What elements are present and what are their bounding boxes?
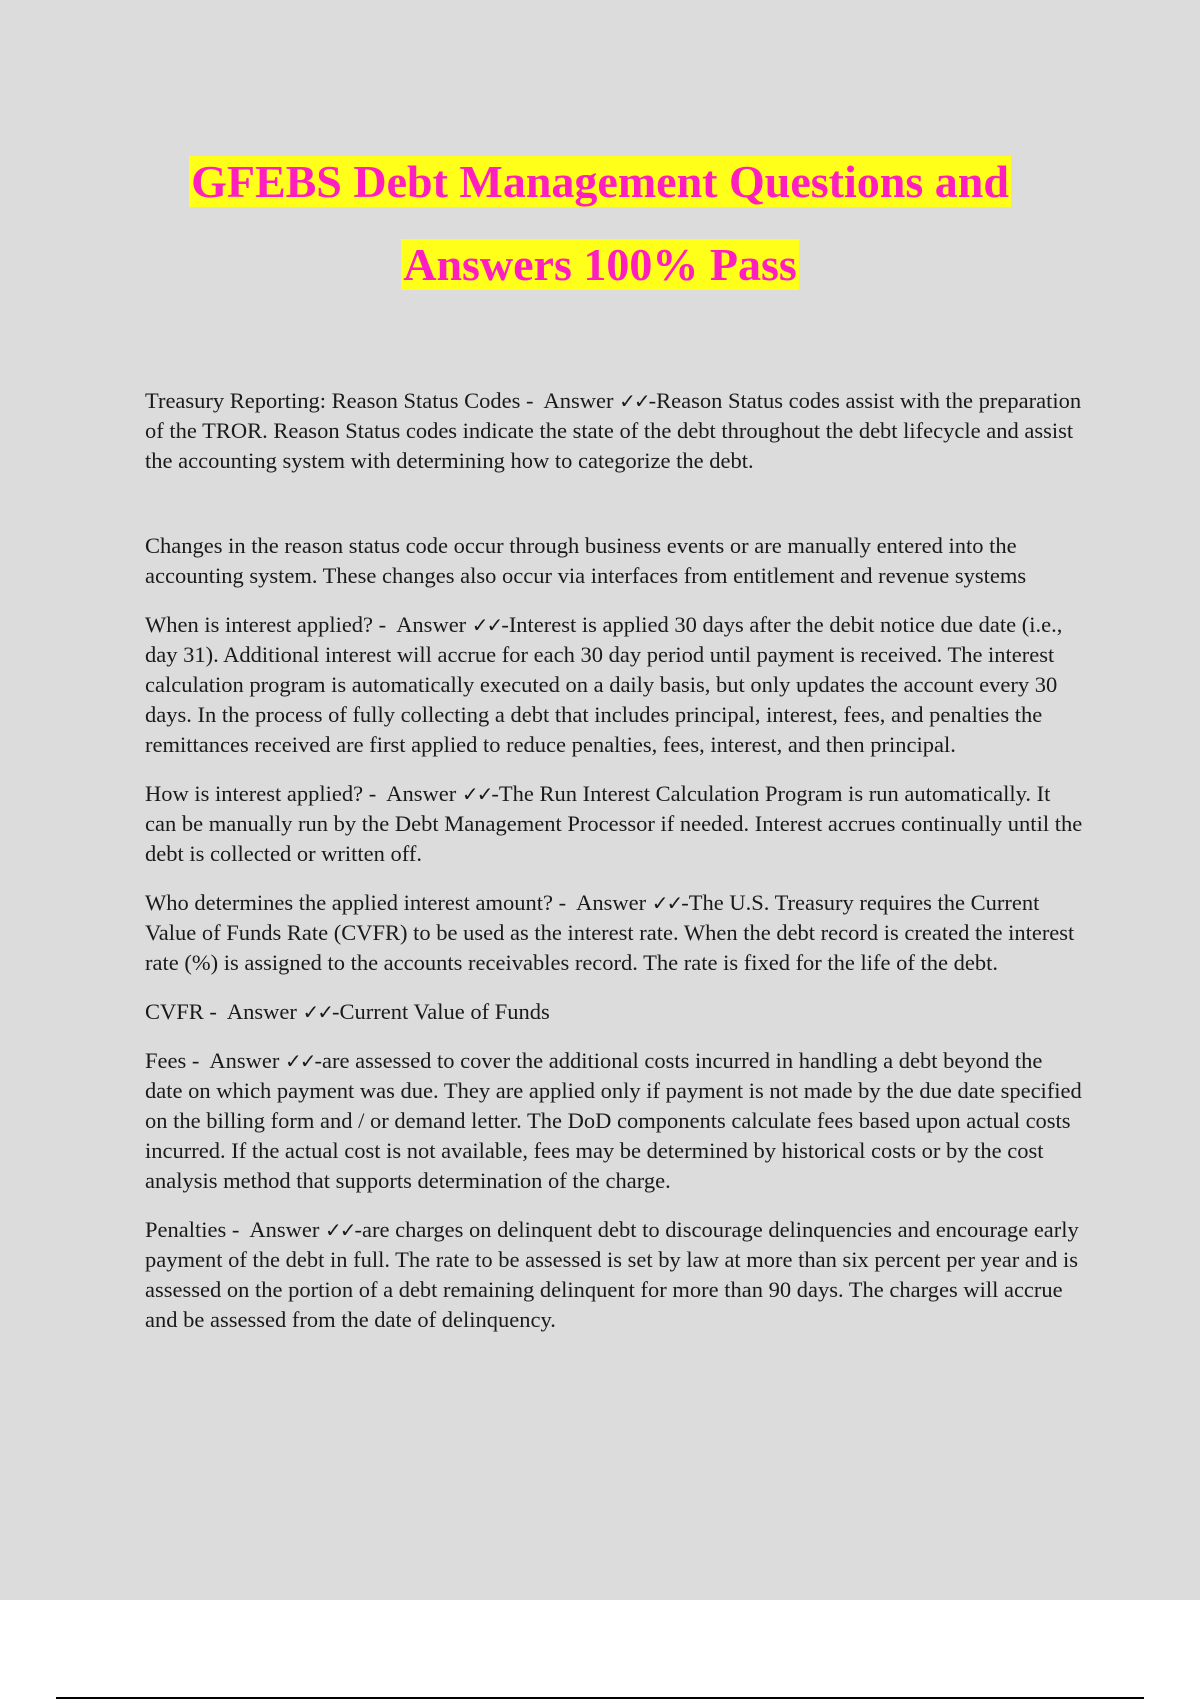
answer-text: The Run Interest Calculation Program is run automatically. It can be manually run by the Debt Management Processor if needed. Interest accrues continually until the debt is collected or written off. [145,781,1083,866]
answer-label: Answer [209,1048,280,1073]
question-text: Who determines the applied interest amount? [145,890,553,915]
check-icon: ✓✓ [302,1000,333,1024]
title-line-2: Answers 100% Pass [403,239,797,290]
answer-label: Answer [576,890,647,915]
check-icon: ✓✓ [651,891,682,915]
question-text: Penalties [145,1217,227,1242]
page-title [0,140,1200,306]
answer-label: Answer [386,781,457,806]
qa-entry-penalties: Penalties - Answer ✓✓-are charges on delinquent debt to discourage delinquencies and encourage early payment of the debt in full. The rate to be assessed is set by law at more than six percent per year and is assessed on the portion of a debt remaining delinquent for more than 90 days. The charges will accrue and be assessed from the date of delinquency. [145,1217,1079,1332]
bottom-divider [56,1697,1144,1699]
question-text: How is interest applied? [145,781,364,806]
answer-label: Answer [396,612,467,637]
answer-label: Answer [249,1217,320,1242]
qa-entry-treasury-reporting: Treasury Reporting: Reason Status Codes - Answer ✓✓-Reason Status codes assist with the preparation of the TROR. Reason Status codes indicate the state of the debt throughout the debt lifecycle and assist the accounting system with determining how to categorize the debt. [145,388,1082,473]
qa-entry-how-interest-applied: How is interest applied? - Answer ✓✓-The Run Interest Calculation Program is run automatically. It can be manually run by the Debt Management Processor if needed. Interest accrues continually until the debt is collected or written off. [145,781,1083,866]
qa-content [145,386,1085,1354]
paragraph-reason-status-changes [145,531,1085,591]
question-text: Fees [145,1048,187,1073]
paragraph-text: Changes in the reason status code occur through business events or are manually entered into the accounting system. These changes also occur via interfaces from entitlement and revenue systems [145,533,1027,588]
answer-label: Answer [226,999,297,1024]
check-icon: ✓✓ [285,1049,315,1073]
check-icon: ✓✓ [619,389,649,413]
question-text: CVFR [145,999,204,1024]
answer-text: Interest is applied 30 days after the debit notice due date (i.e., day 31). Additional interest will accrue for each 30 day period until payment is received. The interest calculation program is automatically executed on a daily basis, but only updates the account every 30 days. In the process of fully collecting a debt that includes principal, interest, fees, and penalties the remittances received are first applied to reduce penalties, fees, interest, and then principal. [145,612,1063,757]
answer-label: Answer [543,388,614,413]
check-icon: ✓✓ [324,1218,355,1242]
answer-text: Reason Status codes assist with the preparation of the TROR. Reason Status codes indicate the state of the debt throughout the debt lifecycle and assist the accounting system with determining how to categorize the debt. [145,388,1082,473]
question-text: Treasury Reporting: Reason Status Codes [145,388,521,413]
qa-entry-when-interest-applied: When is interest applied? - Answer ✓✓-Interest is applied 30 days after the debit notice due date (i.e., day 31). Additional interest will accrue for each 30 day period until payment is received. The interest calculation program is automatically executed on a daily basis, but only updates the account every 30 days. In the process of fully collecting a debt that includes principal, interest, fees, and penalties the remittances received are first applied to reduce penalties, fees, interest, and then principal. [145,612,1063,757]
qa-entry-who-determines-interest: Who determines the applied interest amount? - Answer ✓✓-The U.S. Treasury requires the Current Value of Funds Rate (CVFR) to be used as the interest rate. When the debt record is created the interest rate (%) is assigned to the accounts receivables record. The rate is fixed for the life of the debt. [145,890,1075,975]
answer-text: Current Value of Funds [339,999,550,1024]
qa-entry-cvfr: CVFR - Answer ✓✓-Current Value of Funds [145,999,550,1024]
answer-text: are assessed to cover the additional costs incurred in handling a debt beyond the date on which payment was due. They are applied only if payment is not made by the due date specified on the billing form and / or demand letter. The DoD components calculate fees based upon actual costs incurred. If the actual cost is not available, fees may be determined by historical costs or by the cost analysis method that supports determination of the charge. [145,1048,1082,1193]
qa-entry-fees: Fees - Answer ✓✓-are assessed to cover the additional costs incurred in handling a debt beyond the date on which payment was due. They are applied only if payment is not made by the due date specified on the billing form and / or demand letter. The DoD components calculate fees based upon actual costs incurred. If the actual cost is not available, fees may be determined by historical costs or by the cost analysis method that supports determination of the charge. [145,1048,1082,1193]
check-icon: ✓✓ [461,782,492,806]
question-text: When is interest applied? [145,612,374,637]
answer-text: are charges on delinquent debt to discourage delinquencies and encourage early payment of the debt in full. The rate to be assessed is set by law at more than six percent per year and is assessed on the portion of a debt remaining delinquent for more than 90 days. The charges will accrue and be assessed from the date of delinquency. [145,1217,1079,1332]
answer-text: The U.S. Treasury requires the Current Value of Funds Rate (CVFR) to be used as the interest rate. When the debt record is created the interest rate (%) is assigned to the accounts receivables record. The rate is fixed for the life of the debt. [145,890,1075,975]
check-icon: ✓✓ [471,613,502,637]
title-line-1: GFEBS Debt Management Questions and [191,156,1009,207]
